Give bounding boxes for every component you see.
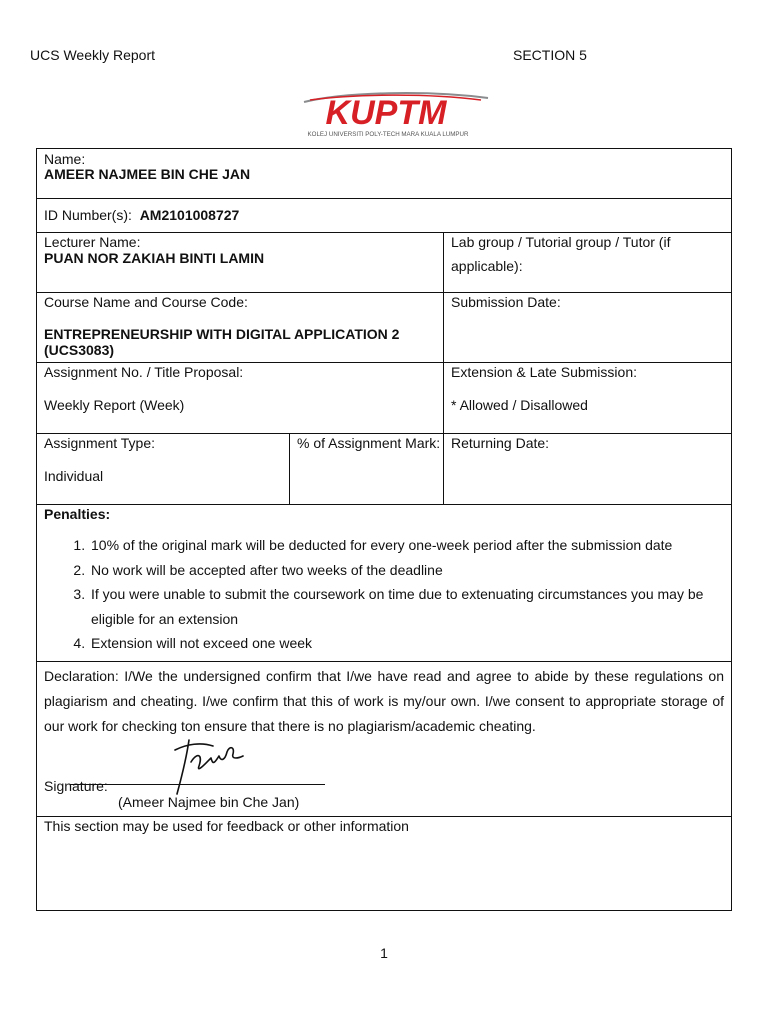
id-value: AM2101008727 [139,207,240,223]
lab-group-label: Lab group / Tutorial group / Tutor (if [451,234,671,250]
declaration-row [37,662,731,817]
signature-line [70,784,325,785]
extension-cell [443,363,731,433]
penalty-item: 4. Extension will not exceed one week [89,631,721,656]
section-label: SECTION 5 [513,47,587,63]
extension-label: Extension & Late Submission: [451,364,637,380]
kuptm-logo [276,88,496,140]
lecturer-label: Lecturer Name: [44,234,141,250]
type-label: Assignment Type: [44,435,156,451]
penalty-item: 2. No work will be accepted after two weeks of the deadline [89,558,721,583]
assignment-type-row [37,434,731,505]
signature-name: (Ameer Najmee bin Che Jan) [118,794,300,810]
assignment-value: Weekly Report (Week) [44,397,185,413]
course-code: (UCS3083) [44,342,115,358]
assignment-mark-cell [289,434,443,504]
feedback-row [37,817,731,910]
report-title: UCS Weekly Report [30,47,156,63]
name-row [37,149,731,199]
course-row [37,293,731,363]
penalty-item: 3. If you were unable to submit the coursework on time due to extenuating circumstances you may be eligible for an extension [89,582,721,631]
submission-date-label: Submission Date: [451,294,561,310]
assignment-row [37,363,731,434]
svg-text:KOLEJ UNIVERSITI POLY-TECH MAR: KOLEJ UNIVERSITI POLY-TECH MARA KUALA LUMPUR [307,131,469,138]
assignment-mark-label: % of Assignment Mark: [297,435,441,451]
assignment-cover-form [36,148,732,911]
lab-group-cell [443,233,731,292]
type-value: Individual [44,468,104,484]
penalties-list [45,533,721,656]
signature-image [169,732,249,802]
penalties-row [37,505,731,662]
name-value: AMEER NAJMEE BIN CHE JAN [44,166,251,182]
submission-date-cell [443,293,731,362]
feedback-label: This section may be used for feedback or other information [44,818,409,834]
penalty-item: 1. 10% of the original mark will be deducted for every one-week period after the submission date [89,533,721,558]
course-label: Course Name and Course Code: [44,294,248,310]
lecturer-row [37,233,731,293]
extension-value: * Allowed / Disallowed [451,397,588,413]
id-label [44,207,239,223]
assignment-label: Assignment No. / Title Proposal: [44,364,244,380]
lab-group-label-cont: applicable): [451,258,523,274]
returning-date-cell [443,434,731,504]
penalties-title: Penalties: [44,506,111,522]
signature-label: Signature: [44,778,108,794]
id-row [37,199,731,233]
page-number: 1 [380,945,388,961]
id-label-text: ID Number(s): [44,207,132,223]
course-value: ENTREPRENEURSHIP WITH DIGITAL APPLICATION 2 [44,326,400,342]
returning-date-label: Returning Date: [451,435,550,451]
lecturer-value: PUAN NOR ZAKIAH BINTI LAMIN [44,250,265,266]
declaration-text: Declaration: I/We the undersigned confirm that I/we have read and agree to abide by these regulations on plagiarism and cheating. I/we confirm that this of work is my/our own. I/we consent to appropriate storage of our work for checking ton ensure that there is no plagiarism/academic cheating. [44,668,724,734]
svg-text:KUPTM: KUPTM [325,94,447,132]
name-label: Name: [44,151,86,167]
